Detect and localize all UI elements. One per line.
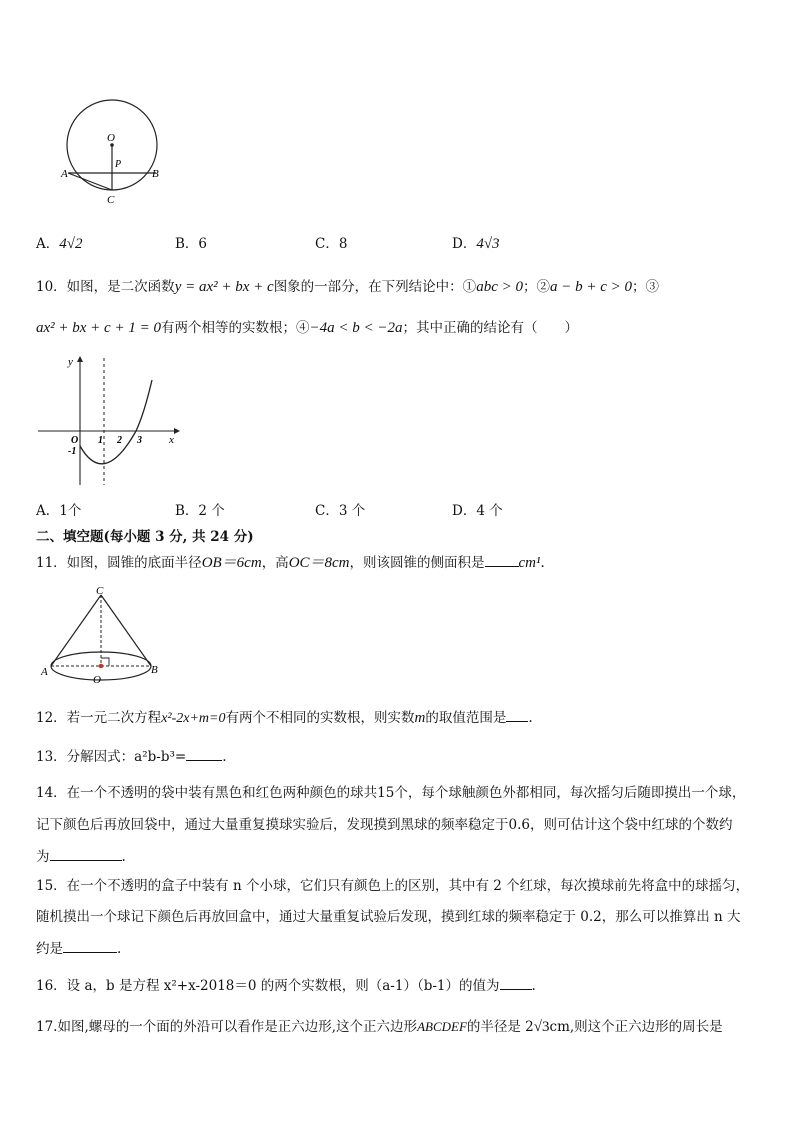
tick-2: 2 [117, 435, 122, 446]
q10-text-1: 10．如图，是二次函数 [36, 279, 175, 295]
circle-figure [58, 95, 178, 210]
q10-options [36, 499, 556, 519]
section-heading: 二、填空题(每小题 3 分, 共 24 分) [36, 529, 254, 545]
q13 [36, 745, 227, 765]
axis-x-label: x [169, 434, 174, 446]
q15-end: . [117, 941, 122, 957]
q17-text-3: cm,则这个正六边形的周长是 [549, 1019, 723, 1035]
q11-oc: OC＝8cm [288, 555, 350, 571]
q9-option-d-value: 4√3 [476, 236, 500, 252]
q10-sep-1: ；② [522, 279, 550, 295]
q12-answer-blank [506, 710, 528, 722]
q10-text-4: ；其中正确的结论有（ ） [402, 320, 578, 336]
q14-line3 [36, 845, 126, 865]
q12-end: . [528, 710, 533, 726]
q9-option-b: B．6 [175, 236, 208, 252]
q11-text-2: ，高 [261, 555, 289, 571]
q10-option-d: D．4 个 [452, 503, 503, 519]
cone-label-O: O [93, 674, 101, 686]
q10-condition-2: a − b + c > 0 [549, 279, 632, 295]
q9-option-d-prefix: D． [452, 236, 477, 252]
label-C: C [107, 194, 115, 206]
q9-option-a-value: 4√2 [59, 236, 83, 252]
q9-options [36, 232, 556, 252]
q13-text: 13．分解因式：a²b-b³= [36, 749, 187, 765]
q12-equation: x²-2x+m=0 [161, 711, 226, 726]
q17-hexagon-name: ABCDEF [417, 1019, 467, 1034]
cone-figure [38, 583, 168, 688]
q14-text-3: 为 [36, 849, 50, 865]
q10-equation: ax² + bx + c + 1 = 0 [36, 320, 161, 336]
q16-answer-blank [500, 978, 532, 990]
q11 [36, 551, 545, 572]
q10-text-2: 图象的一部分，在下列结论中：① [273, 279, 477, 295]
q12-m: m [414, 710, 426, 726]
q17-sqrt3: √3 [533, 1019, 550, 1035]
tick-1: 1 [98, 435, 103, 446]
q10-sep-2: ；③ [632, 279, 659, 295]
q15-text-3: 约是 [36, 941, 63, 957]
q13-answer-blank [186, 749, 222, 761]
q11-text-3: ，则该圆锥的侧面积是 [349, 555, 485, 571]
q14-answer-blank [50, 849, 122, 861]
q11-text-1: 11．如图，圆锥的底面半径 [36, 555, 202, 571]
q16-text: 16．设 a，b 是方程 x²+x-2018＝0 的两个实数根，则（a-1）（b-1）的值为 [36, 978, 500, 994]
q15-line2: 随机摸出一个球记下颜色后再放回盒中，通过大量重复试验后发现，摸到红球的频率稳定于 0.2，那么可以推算出 n 大 [36, 909, 741, 925]
q14-end: . [121, 849, 126, 865]
q12 [36, 706, 533, 727]
parabola-figure [36, 350, 186, 490]
q9-option-a-prefix: A． [36, 236, 60, 252]
label-P: P [115, 159, 122, 170]
tick-3: 3 [137, 435, 142, 446]
q14-line2: 记下颜色后再放回袋中，通过大量重复摸球实验后，发现摸到黑球的频率稳定于0.6，则可估计这个袋中红球的个数约 [36, 817, 733, 833]
q11-end: . [540, 555, 545, 571]
q16-end: . [531, 978, 536, 994]
q10-condition-4: −4a < b < −2a [309, 320, 403, 336]
label-A: A [61, 168, 68, 180]
cone-label-C: C [96, 585, 104, 597]
q15-answer-blank [63, 941, 117, 953]
cone-label-B: B [151, 664, 158, 676]
q12-text-3: 的取值范围是 [425, 710, 507, 726]
q10-option-c: C．3 个 [315, 503, 366, 519]
q11-answer-blank [485, 555, 519, 567]
label-B: B [152, 168, 159, 180]
q17-text-2: 的半径是 2 [466, 1019, 534, 1035]
origin-label: O [71, 435, 79, 446]
q14-line1: 14．在一个不透明的袋中装有黑色和红色两种颜色的球共15个，每个球触颜色外都相同，每次摇匀后随即摸出一个球， [36, 785, 746, 801]
q10-condition-1: abc > 0 [476, 279, 523, 295]
q15-line3 [36, 937, 121, 957]
q10-line2 [36, 316, 578, 337]
q16 [36, 974, 536, 994]
q12-text-1: 12．若一元二次方程 [36, 710, 162, 726]
cone-label-A: A [41, 666, 48, 678]
q10-function: y = ax² + bx + c [174, 279, 274, 295]
q10-option-a: A．1个 [36, 503, 82, 519]
q17 [36, 1015, 723, 1036]
q12-text-2: 有两个不相同的实数根，则实数 [225, 710, 415, 726]
label-O: O [107, 132, 115, 144]
q17-text-1: 17.如图,螺母的一个面的外沿可以看作是正六边形,这个正六边形 [36, 1019, 418, 1035]
q10-text-3: 有两个相等的实数根；④ [160, 320, 310, 336]
q11-unit: cm¹ [518, 555, 541, 571]
q10-option-b: B．2 个 [175, 503, 225, 519]
q13-end: . [222, 749, 227, 765]
axis-y-label: y [68, 356, 73, 368]
q11-ob: OB＝6cm [201, 555, 262, 571]
q10-line1 [36, 275, 659, 296]
q9-option-c: C．8 [315, 236, 348, 252]
q15-line1: 15．在一个不透明的盒子中装有 n 个小球，它们只有颜色上的区别，其中有 2 个红球，每次摸球前先将盒中的球摇匀， [36, 878, 750, 894]
tick-neg1: -1 [68, 446, 77, 457]
